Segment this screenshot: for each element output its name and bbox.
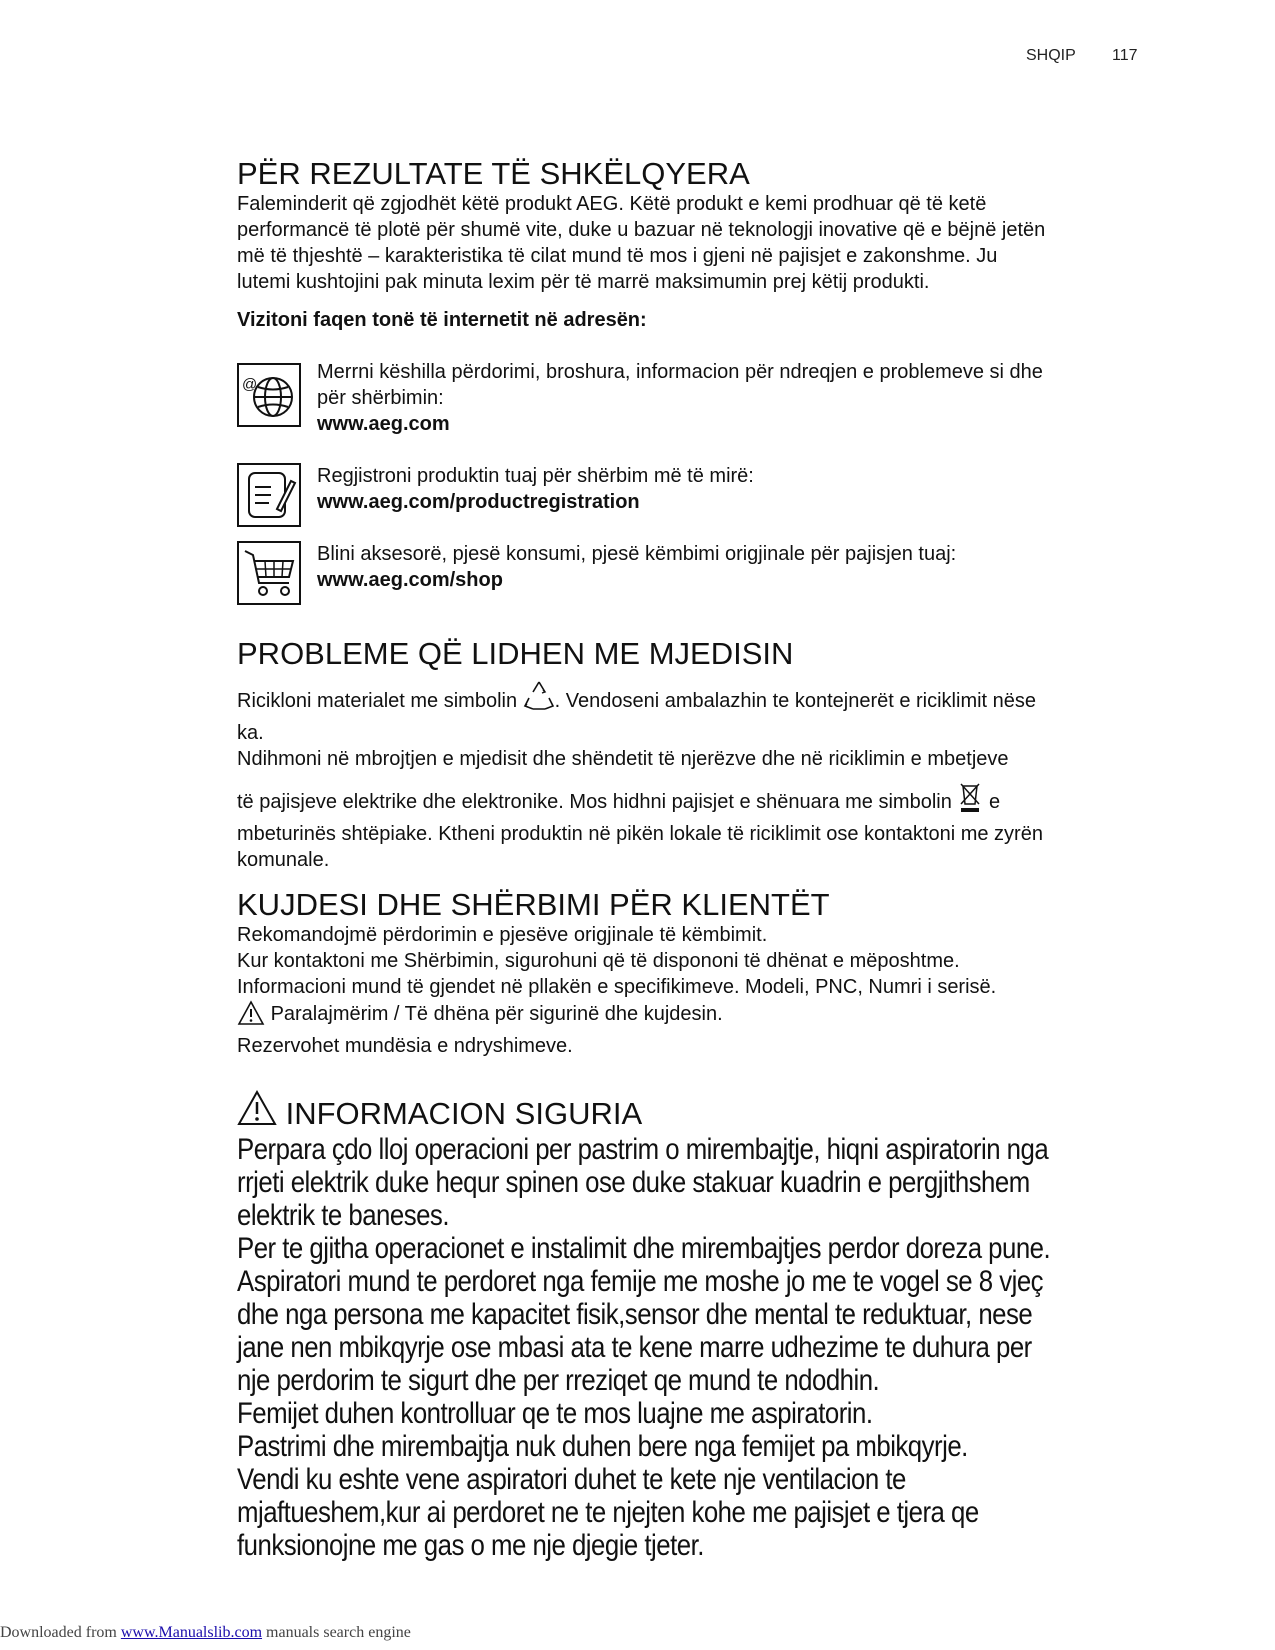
paragraph-line: ka.: [237, 722, 264, 744]
safety-line: rrjeti elektrik duke hequr spinen ose duke stakuar kuadrin e pergjithshem: [237, 1166, 1030, 1199]
paragraph-line: mbeturinës shtëpiake. Ktheni produktin në pikën lokale të riciklimit ose kontaktoni me zyrën: [237, 823, 1043, 845]
paragraph-line: komunale.: [237, 849, 330, 871]
paragraph-line: Kur kontaktoni me Shërbimin, sigurohuni që të dispononi të dhënat e mëposhtme.: [237, 950, 960, 972]
recycle-icon: [523, 679, 555, 720]
page-number: 117: [1112, 47, 1138, 64]
link-description: Blini aksesorë, pjesë konsumi, pjesë këmbimi origjinale për pajisjen tuaj:: [317, 543, 957, 565]
crossed-bin-icon: [957, 780, 983, 821]
link-row-shop: [237, 541, 1137, 611]
paragraph-line: Rezervohet mundësia e ndryshimeve.: [237, 1035, 573, 1057]
section-title: INFORMACION SIGURIA: [237, 1090, 1137, 1133]
section-safety-information: [237, 1090, 1137, 1562]
safety-line: mjaftueshem,kur ai perdoret ne te njejten kohe me pajisjet e tjera qe: [237, 1496, 979, 1529]
safety-line: dhe nga persona me kapacitet fisik,sensor dhe mental te reduktuar, nese: [237, 1298, 1033, 1331]
globe-icon: [237, 363, 301, 427]
section-customer-care: [237, 888, 1137, 1059]
safety-line: Femijet duhen kontrolluar qe te mos luajne me aspiratorin.: [237, 1397, 873, 1430]
section-title: PËR REZULTATE TË SHKËLQYERA: [237, 156, 750, 191]
warning-icon: [237, 1000, 265, 1033]
section-title: KUJDESI DHE SHËRBIMI PËR KLIENTËT: [237, 887, 830, 922]
intro-line: më të thjeshtë – karakteristika të cilat mund të mos i gjeni në pajisjet e zakonshme. Ju: [237, 245, 998, 267]
paragraph-line: të pajisjeve elektrike dhe elektronike. Mos hidhni pajisjet e shënuara me simbolin e: [237, 780, 1137, 821]
link-description: Merrni këshilla përdorimi, broshura, informacion për ndreqjen e problemeve si dhe: [317, 361, 1043, 383]
registration-icon: [237, 463, 301, 527]
link-row-registration: [237, 463, 1137, 533]
section-title: PROBLEME QË LIDHEN ME MJEDISIN: [237, 636, 794, 671]
intro-line: lutemi kushtojini pak minuta lexim për të marrë maksimumin prej këtij produkti.: [237, 271, 930, 293]
safety-line: Perpara çdo lloj operacioni per pastrim o mirembajtje, hiqni aspiratorin nga: [237, 1133, 1049, 1166]
paragraph-line: Informacioni mund të gjendet në pllakën e specifikimeve. Modeli, PNC, Numri i serisë.: [237, 976, 997, 998]
safety-line: Vendi ku eshte vene aspiratori duhet te kete nje ventilacion te: [237, 1463, 906, 1496]
link-description: Regjistroni produktin tuaj për shërbim më të mirë:: [317, 465, 754, 487]
safety-line: jane nen mbikqyrje ose mbasi ata te kene marre udhezime te duhura per: [237, 1331, 1032, 1364]
shop-link[interactable]: www.aeg.com/shop: [317, 569, 503, 591]
paragraph-line: Rekomandojmë përdorimin e pjesëve origjinale të këmbimit.: [237, 924, 768, 946]
safety-line: Per te gjitha operacionet e instalimit dhe mirembajtjes perdor doreza pune.: [237, 1232, 1051, 1265]
safety-line: Aspiratori mund te perdoret nga femije me moshe jo me te vogel se 8 vjeç: [237, 1265, 1044, 1298]
svg-text:@: @: [242, 376, 258, 393]
section-excellent-results: [237, 157, 1137, 333]
paragraph-line: Ndihmoni në mbrojtjen e mjedisit dhe shëndetit të njerëzve dhe në riciklimin e mbetjeve: [237, 748, 1009, 770]
link-row-website: [237, 363, 1137, 433]
paragraph-line: Ricikloni materialet me simbolin . Vendoseni ambalazhin te kontejnerët e riciklimit nëse: [237, 679, 1137, 720]
safety-line: Pastrimi dhe mirembajtja nuk duhen bere nga femijet pa mbikqyrje.: [237, 1430, 968, 1463]
link-description: për shërbimin:: [317, 387, 444, 409]
intro-line: performancë të plotë për shumë vite, duke u bazuar në teknologji inovative që e bëjnë jetën: [237, 219, 1046, 241]
intro-line: Faleminderit që zgjodhët këtë produkt AEG. Këtë produkt e kemi prodhuar që të ketë: [237, 193, 987, 215]
safety-line: elektrik te baneses.: [237, 1199, 449, 1232]
section-environment: [237, 637, 1137, 873]
visit-label: Vizitoni faqen tonë të internetit në adresën:: [237, 309, 647, 331]
registration-link[interactable]: www.aeg.com/productregistration: [317, 491, 640, 513]
safety-line: nje perdorim te sigurt dhe per rreziqet qe mund te ndodhin.: [237, 1364, 880, 1397]
paragraph-line: Paralajmërim / Të dhëna për sigurinë dhe kujdesin.: [237, 1000, 1137, 1033]
header-language: SHQIP: [1026, 47, 1076, 64]
safety-line: funksionojne me gas o me nje djegie tjeter.: [237, 1529, 704, 1562]
shopping-cart-icon: [237, 541, 301, 605]
download-footer: Downloaded from www.Manualslib.com manuals search engine: [0, 1624, 411, 1641]
manualslib-link[interactable]: www.Manualslib.com: [120, 1624, 263, 1641]
website-link[interactable]: www.aeg.com: [317, 413, 450, 435]
warning-icon: [237, 1090, 277, 1133]
